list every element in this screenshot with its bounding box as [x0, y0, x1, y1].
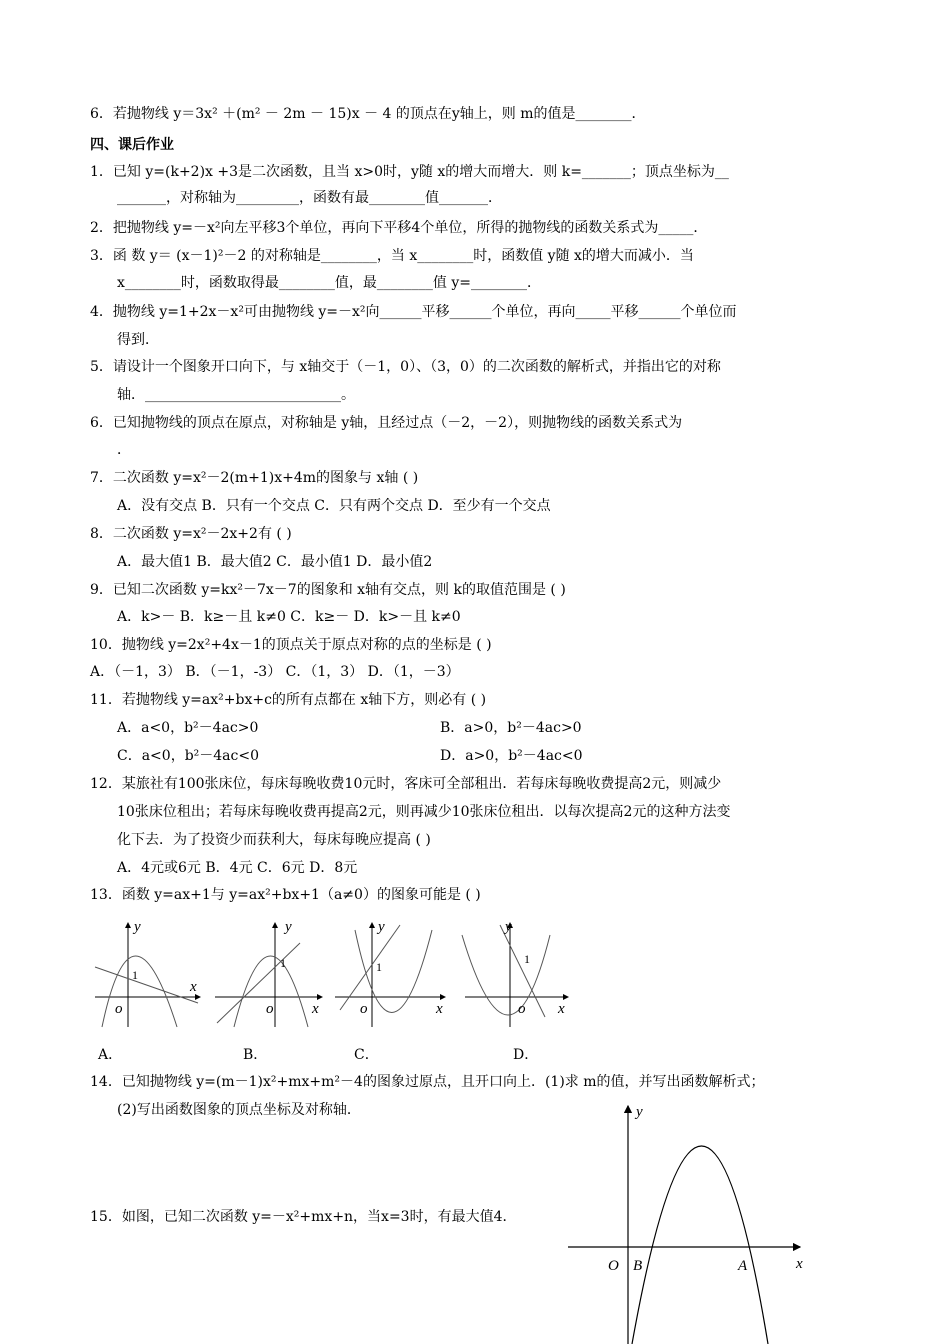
q15-x-label: x — [796, 1256, 803, 1272]
hw-q14-line2: (2)写出函数图象的顶点坐标及对称轴． — [117, 1102, 361, 1118]
hw-q6-line2: ． — [117, 442, 131, 458]
hw-q2-line: 2．把抛物线 y=－x²向左平移3个单位，再向下平移4个单位，所得的抛物线的函数关系式为_____． — [90, 220, 708, 236]
hw-q8-stem: 8．二次函数 y=x²－2x+2有 ( ) — [90, 526, 292, 542]
graph-b-x-label: x — [312, 1001, 319, 1017]
section-heading: 四、课后作业 — [90, 137, 174, 153]
hw-q5-line2: 轴．____________________________。 — [117, 387, 355, 403]
hw-q11-stem: 11．若抛物线 y=ax²+bx+c的所有点都在 x轴下方，则必有 ( ) — [90, 692, 487, 708]
hw-q7-stem: 7．二次函数 y=x²－2(m+1)x+4m的图象与 x轴 ( ) — [90, 470, 419, 486]
hw-q12-line2: 10张床位租出；若每床每晚收费再提高2元，则再减少10张床位租出．以每次提高2元的这种方法变 — [117, 804, 731, 820]
hw-q10-stem: 10．抛物线 y=2x²+4x－1的顶点关于原点对称的点的坐标是 ( ) — [90, 637, 492, 653]
graph-d-one: 1 — [524, 952, 530, 966]
hw-q14-line1: 14．已知抛物线 y=(m－1)x²+mx+m²－4的图象过原点，且开口向上．(1)求 m的值，并写出函数解析式； — [90, 1074, 765, 1090]
q15-figure — [560, 1100, 820, 1344]
q13-option-c-label: C． — [354, 1047, 379, 1063]
graph-c-y-label: y — [378, 919, 385, 935]
hw-q4-line1: 4．抛物线 y=1+2x－x²可由抛物线 y=－x²向______平移______个单位，再向_____平移______个单位而 — [90, 304, 737, 320]
graph-b-one: 1 — [280, 956, 286, 970]
q15-point-b: B — [633, 1258, 643, 1274]
graph-d-y-label: y — [505, 919, 512, 935]
graph-c-x-label: x — [436, 1001, 443, 1017]
hw-q12-options: A．4元或6元 B．4元 C．6元 D．8元 — [117, 860, 358, 876]
q13-option-d-label: D． — [513, 1047, 539, 1063]
graph-d-x-label: x — [558, 1001, 565, 1017]
hw-q15-line: 15．如图，已知二次函数 y=－x²+mx+n，当x=3时，有最大值4． — [90, 1209, 517, 1225]
q13-graphs — [90, 915, 590, 1030]
graph-c-one: 1 — [376, 960, 382, 974]
hw-q13-stem: 13．函数 y=ax+1与 y=ax²+bx+1（a≠0）的图象可能是 ( ) — [90, 887, 481, 903]
hw-q10-options: A．（－1，3） B．（－1，-3） C．（1，3） D．（1，－3） — [90, 664, 460, 680]
hw-q4-line2: 得到． — [117, 332, 159, 348]
graph-a-origin: o — [115, 1001, 123, 1017]
graph-b-line — [217, 943, 300, 1023]
q13-option-a-label: A． — [98, 1047, 123, 1063]
hw-q12-line1: 12．某旅社有100张床位，每床每晚收费10元时，客床可全部租出．若每床每晚收费提高2元，则减少 — [90, 776, 722, 792]
hw-q6-line1: 6．已知抛物线的顶点在原点，对称轴是 y轴，且经过点（－2，－2），则抛物线的函数关系式为 — [90, 415, 683, 431]
hw-q8-options: A．最大值1 B．最大值2 C．最小值1 D．最小值2 — [117, 554, 433, 570]
q15-origin: O — [608, 1258, 619, 1274]
graph-b-y-label: y — [285, 919, 292, 935]
graph-a-x-label: x — [190, 979, 197, 995]
hw-q1-line2: _______，对称轴为_________，函数有最________值_______． — [117, 190, 502, 206]
hw-q11-option-d: D．a>0，b²－4ac<0 — [440, 748, 583, 764]
q6-line: 6．若抛物线 y＝3x² ＋(m² － 2m － 15)x － 4 的顶点在y轴上，则 m的值是________． — [90, 106, 646, 122]
hw-q3-line1: 3．函 数 y＝ (x－1)²－2 的对称轴是________，当 x________时，函数值 y随 x的增大而减小．当 — [90, 248, 694, 264]
graph-b-origin: o — [266, 1001, 274, 1017]
hw-q9-options: A．k>－ B．k≥－且 k≠0 C．k≥－ D．k>－且 k≠0 — [117, 609, 461, 625]
hw-q11-option-a: A．a<0，b²－4ac>0 — [117, 720, 259, 736]
graph-c-origin: o — [360, 1001, 368, 1017]
q15-point-a: A — [738, 1258, 748, 1274]
hw-q5-line1: 5．请设计一个图象开口向下，与 x轴交于（－1，0）、（3，0）的二次函数的解析式，并指出它的对称 — [90, 359, 721, 375]
hw-q7-options: A．没有交点 B．只有一个交点 C．只有两个交点 D．至少有一个交点 — [117, 498, 551, 514]
graph-d-parabola — [462, 935, 550, 1015]
q15-parabola — [632, 1146, 768, 1344]
graph-d-origin: o — [518, 1001, 526, 1017]
hw-q11-option-c: C．a<0，b²－4ac<0 — [117, 748, 260, 764]
graph-a-line — [95, 967, 198, 1003]
hw-q3-line2: x________时，函数取得最________值，最________值 y=________． — [117, 275, 541, 291]
q13-option-b-label: B． — [243, 1047, 268, 1063]
hw-q9-stem: 9．已知二次函数 y=kx²－7x－7的图象和 x轴有交点，则 k的取值范围是 ( ) — [90, 582, 566, 598]
hw-q1-line1: 1．已知 y=(k+2)x +3是二次函数，且当 x>0时，y随 x的增大而增大．则 k=_______；顶点坐标为__ — [90, 164, 729, 180]
hw-q11-option-b: B．a>0，b²－4ac>0 — [440, 720, 582, 736]
graph-a-y-label: y — [134, 919, 141, 935]
q15-y-label: y — [636, 1104, 643, 1120]
hw-q12-line3: 化下去．为了投资少而获利大，每床每晚应提高 ( ) — [117, 832, 431, 848]
graph-a-one: 1 — [132, 968, 138, 982]
